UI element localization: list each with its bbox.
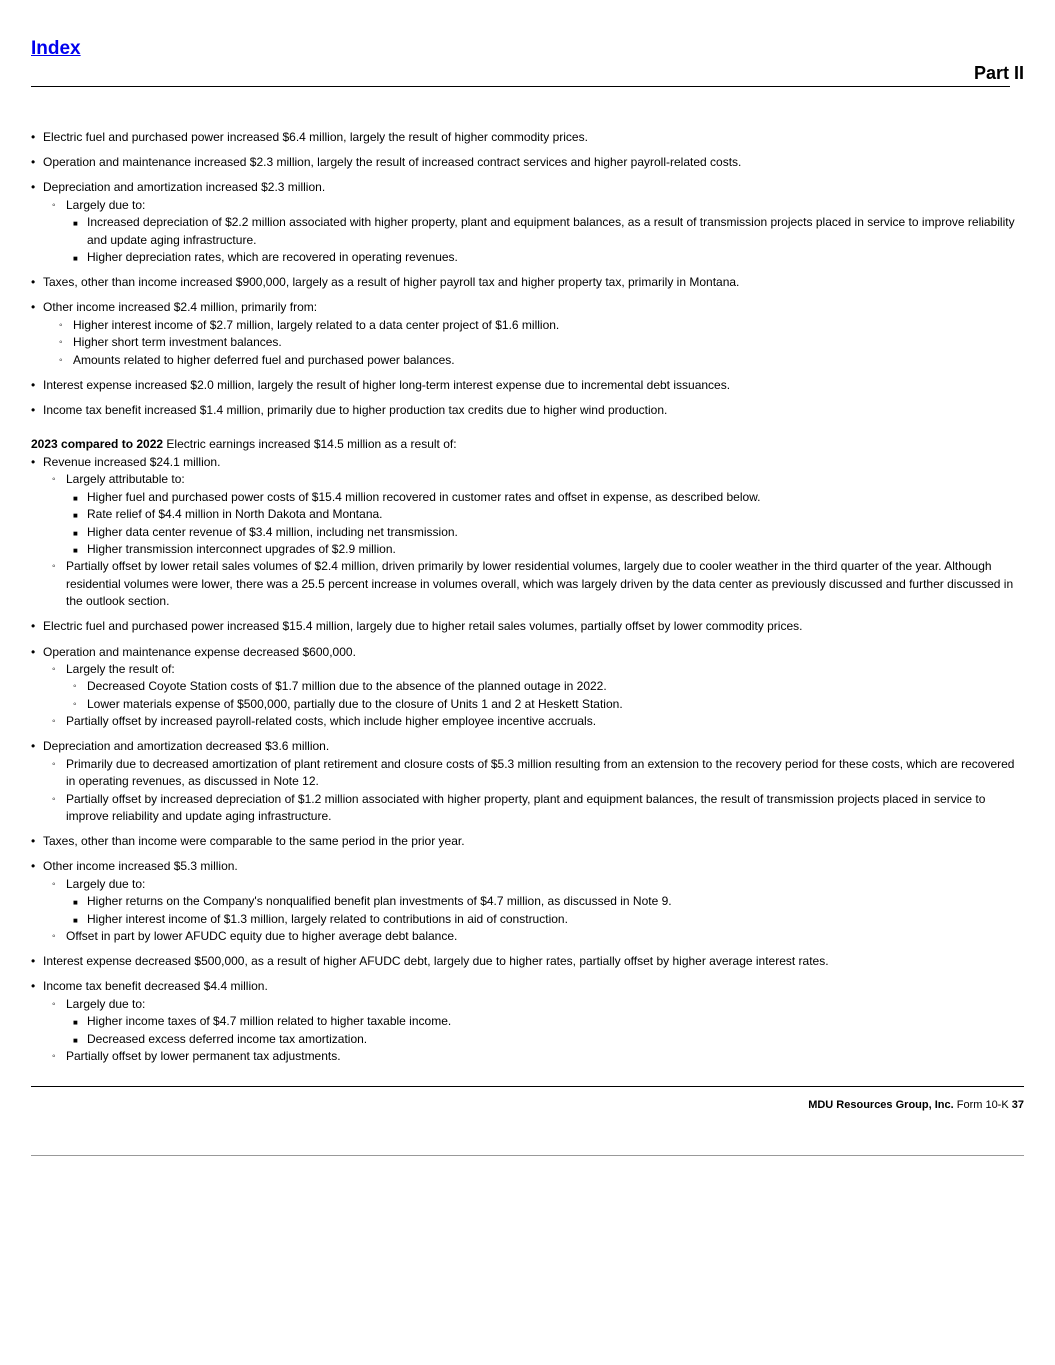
list-subitem: ◦ Amounts related to higher deferred fuel and purchased power balances. bbox=[31, 352, 1025, 369]
footer-rule bbox=[31, 1086, 1024, 1087]
circle-bullet-icon: ◦ bbox=[59, 319, 63, 331]
list-subsubitem: ◦ Lower materials expense of $500,000, partially due to the closure of Units 1 and 2 at Heskett Station. bbox=[31, 696, 1025, 713]
list-subsubitem: ■ Higher fuel and purchased power costs of $15.4 million recovered in customer rates and offset in expense, as described below. bbox=[31, 489, 1025, 506]
list-subsubitem: ■ Higher returns on the Company's nonqualified benefit plan investments of $4.7 million, as discussed in Note 9. bbox=[31, 893, 1025, 910]
circle-bullet-icon: ◦ bbox=[52, 663, 56, 675]
circle-bullet-icon: ◦ bbox=[52, 474, 56, 486]
square-bullet-icon: ■ bbox=[73, 1035, 78, 1045]
square-bullet-icon: ■ bbox=[73, 898, 78, 908]
list-item: • Other income increased $5.3 million. bbox=[31, 858, 1025, 875]
list-subsubitem: ■ Higher depreciation rates, which are recovered in operating revenues. bbox=[31, 249, 1025, 266]
list-item: • Depreciation and amortization increased $2.3 million. bbox=[31, 179, 1025, 196]
circle-bullet-icon: ◦ bbox=[52, 878, 56, 890]
circle-bullet-icon: ◦ bbox=[59, 337, 63, 349]
list-subitem: ◦ Higher interest income of $2.7 million, largely related to a data center project of $1.6 million. bbox=[31, 317, 1025, 334]
square-bullet-icon: ■ bbox=[73, 915, 78, 925]
document-body bbox=[31, 129, 1025, 1065]
part-title: Part II bbox=[973, 63, 1024, 83]
section-heading: 2023 compared to 2022 Electric earnings increased $14.5 million as a result of: bbox=[31, 437, 457, 452]
list-subitem: ◦ Largely due to: bbox=[31, 197, 1025, 214]
circle-bullet-icon: ◦ bbox=[52, 716, 56, 728]
square-bullet-icon: ■ bbox=[73, 254, 78, 264]
list-subsubitem: ◦ Decreased Coyote Station costs of $1.7 million due to the absence of the planned outage in 2022. bbox=[31, 678, 1025, 695]
list-item: • Electric fuel and purchased power increased $15.4 million, largely due to higher retail sales volumes, partially offset by lower commodity prices. bbox=[31, 618, 1025, 635]
list-item: • Operation and maintenance expense decreased $600,000. bbox=[31, 644, 1025, 661]
company-name: MDU Resources Group, Inc. bbox=[808, 1099, 954, 1111]
list-subitem: ◦ Partially offset by lower permanent tax adjustments. bbox=[31, 1048, 1025, 1065]
list-subitem: ◦ Primarily due to decreased amortization of plant retirement and closure costs of $5.3 million resulting from an extension to the recovery period for these costs, which are recovered in operating revenues, as discussed in Note 12. bbox=[52, 756, 1015, 789]
bullet-icon: • bbox=[31, 155, 36, 170]
list-subsubitem: ■ Rate relief of $4.4 million in North Dakota and Montana. bbox=[31, 506, 1025, 523]
bullet-icon: • bbox=[31, 377, 36, 392]
list-subitem: ◦ Largely due to: bbox=[31, 876, 1025, 893]
page-footer bbox=[808, 1099, 1024, 1111]
circle-bullet-icon: ◦ bbox=[52, 199, 56, 211]
page-number: 37 bbox=[1011, 1099, 1024, 1111]
circle-bullet-icon: ◦ bbox=[52, 561, 56, 573]
list-item: • Taxes, other than income increased $900,000, largely as a result of higher payroll tax and higher property tax, primarily in Montana. bbox=[31, 274, 1025, 291]
list-item: • Income tax benefit increased $1.4 million, primarily due to higher production tax credits due to higher wind production. bbox=[31, 402, 1025, 419]
list-item: • Interest expense decreased $500,000, as a result of higher AFUDC debt, largely due to higher rates, partially offset by higher average interest rates. bbox=[31, 953, 1025, 970]
bullet-icon: • bbox=[31, 130, 36, 144]
bullet-icon: • bbox=[31, 954, 36, 969]
index-link[interactable]: Index bbox=[31, 38, 81, 59]
list-subsubitem: ■ Increased depreciation of $2.2 million associated with higher property, plant and equipment balances, as a result of transmission projects placed in service to improve reliability and update aging infrastructure. bbox=[73, 215, 1015, 247]
list-item: • Operation and maintenance increased $2.3 million, largely the result of increased contract services and higher payroll-related costs. bbox=[31, 154, 1025, 171]
bullet-icon: • bbox=[31, 644, 36, 659]
list-item: • Income tax benefit decreased $4.4 million. bbox=[31, 978, 1025, 995]
list-subsubitem: ■ Higher transmission interconnect upgrades of $2.9 million. bbox=[31, 541, 1025, 558]
list-subitem: ◦ Largely attributable to: bbox=[31, 471, 1025, 488]
bullet-icon: • bbox=[31, 979, 36, 994]
circle-bullet-icon: ◦ bbox=[52, 1051, 56, 1063]
bullet-icon: • bbox=[31, 275, 36, 290]
list-subitem: ◦ Largely the result of: bbox=[31, 661, 1025, 678]
header-rule bbox=[31, 86, 1010, 87]
square-bullet-icon: ■ bbox=[73, 219, 78, 229]
circle-bullet-icon: ◦ bbox=[59, 354, 63, 366]
list-item: • Other income increased $2.4 million, primarily from: bbox=[31, 299, 1025, 316]
bullet-icon: • bbox=[31, 859, 36, 874]
list-subitem: ◦ Partially offset by lower retail sales volumes of $2.4 million, driven primarily by lower residential volumes, largely due to cooler weather in the third quarter of the year. Although residential volumes were lower, there was a 25.5 percent increase in volumes overall, which was largely driven by the data center as previously discussed and further discussed in the outlook section. bbox=[52, 559, 1014, 609]
circle-bullet-icon: ◦ bbox=[52, 998, 56, 1010]
list-subsubitem: ■ Decreased excess deferred income tax amortization. bbox=[31, 1031, 1025, 1048]
square-bullet-icon: ■ bbox=[73, 528, 78, 538]
list-subitem: ◦ Largely due to: bbox=[31, 996, 1025, 1013]
list-item: • Electric fuel and purchased power increased $6.4 million, largely the result of higher commodity prices. bbox=[31, 129, 1025, 146]
list-item: • Depreciation and amortization decreased $3.6 million. bbox=[31, 738, 1025, 755]
list-subitem: ◦ Higher short term investment balances. bbox=[31, 334, 1025, 351]
page-break-rule bbox=[31, 1155, 1024, 1156]
list-subitem: ◦ Partially offset by increased payroll-related costs, which include higher employee incentive accruals. bbox=[31, 713, 1025, 730]
bullet-icon: • bbox=[31, 300, 36, 315]
list-subsubitem: ■ Higher data center revenue of $3.4 million, including net transmission. bbox=[31, 524, 1025, 541]
bullet-icon: • bbox=[31, 180, 36, 195]
square-bullet-icon: ■ bbox=[73, 493, 78, 503]
list-item: • Interest expense increased $2.0 million, largely the result of higher long-term interest expense due to incremental debt issuances. bbox=[31, 377, 1025, 394]
form-label: Form 10-K bbox=[953, 1099, 1012, 1111]
square-bullet-icon: ■ bbox=[73, 511, 78, 521]
circle-bullet-icon: ◦ bbox=[73, 681, 77, 693]
square-bullet-icon: ■ bbox=[73, 1018, 78, 1028]
list-subsubitem: ■ Higher interest income of $1.3 million, largely related to contributions in aid of construction. bbox=[31, 911, 1025, 928]
list-item: • Revenue increased $24.1 million. bbox=[31, 454, 1025, 471]
bullet-icon: • bbox=[31, 834, 36, 849]
bullet-icon: • bbox=[31, 454, 36, 469]
bullet-icon: • bbox=[31, 619, 36, 634]
circle-bullet-icon: ◦ bbox=[52, 758, 56, 770]
list-subitem: ◦ Offset in part by lower AFUDC equity due to higher average debt balance. bbox=[31, 928, 1025, 945]
list-subsubitem: ■ Higher income taxes of $4.7 million related to higher taxable income. bbox=[31, 1013, 1025, 1030]
bullet-icon: • bbox=[31, 403, 36, 418]
list-subitem: ◦ Partially offset by increased depreciation of $1.2 million associated with higher property, plant and equipment balances, the result of transmission projects placed in service to improve reliability and update aging infrastructure. bbox=[52, 791, 986, 823]
circle-bullet-icon: ◦ bbox=[52, 793, 56, 805]
square-bullet-icon: ■ bbox=[73, 545, 78, 555]
bullet-icon: • bbox=[31, 739, 36, 754]
list-item: • Taxes, other than income were comparable to the same period in the prior year. bbox=[31, 833, 1025, 850]
circle-bullet-icon: ◦ bbox=[52, 931, 56, 943]
circle-bullet-icon: ◦ bbox=[73, 698, 77, 710]
